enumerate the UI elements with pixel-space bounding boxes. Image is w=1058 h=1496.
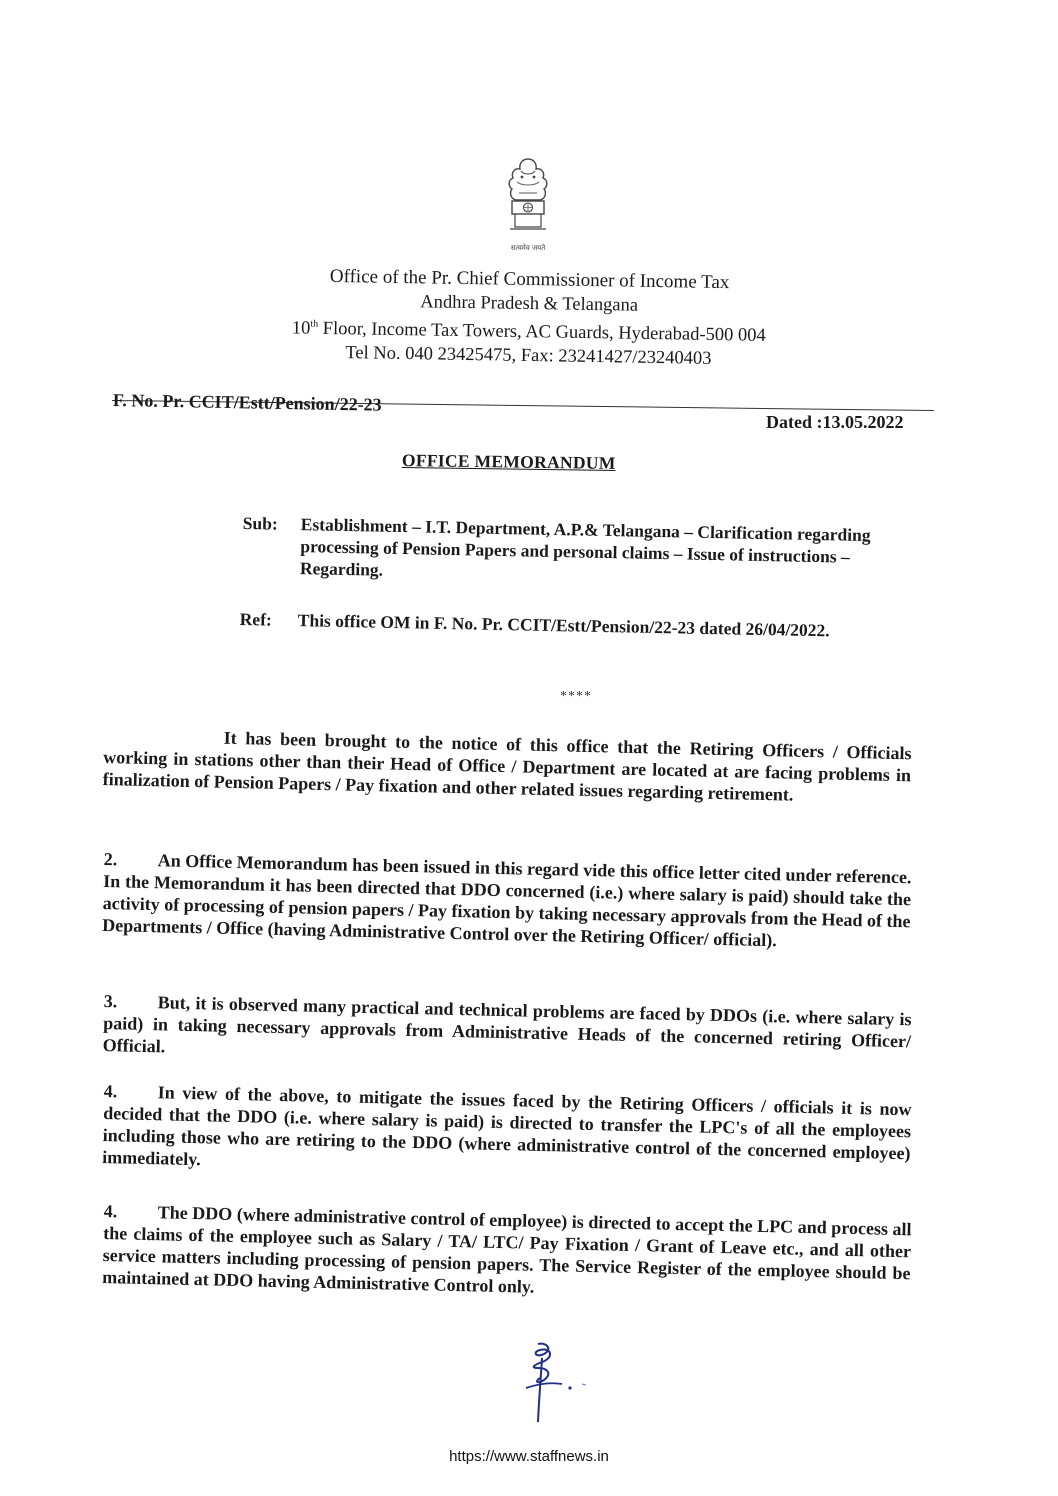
paragraph-3-number: 3.	[103, 990, 118, 1012]
reference-label: Ref:	[239, 608, 273, 630]
header-office-name: Office of the Pr. Chief Commissioner of Income Tax	[329, 265, 730, 294]
reference-text: This office OM in F. No. Pr. CCIT/Estt/Pension/22-23 dated 26/04/2022.	[297, 610, 830, 641]
paragraph-4-text: In view of the above, to mitigate the issues faced by the Retiring Officers / officials it is now decided that the DDO (i.e. where salary is paid) is directed to transfer the LPC's of all the employees including those who are retiring to the DDO (where administrative control of the concerned employee) immediately.	[102, 1082, 912, 1170]
subject-block	[242, 512, 908, 591]
file-number: F. No. Pr. CCIT/Estt/Pension/22-23	[112, 390, 382, 415]
header-floor-suffix: th	[310, 318, 319, 330]
separator-stars: ****	[560, 689, 592, 704]
paragraph-5-text: The DDO (where administrative control of employee) is directed to accept the LPC and process all the claims of the employee such as Salary / TA/ LTC/ Pay Fixation / Grant of Leave etc., and all other service matters including processing of pension papers. The Service Register of the employee should be maintained at DDO having Administrative Control only.	[102, 1202, 912, 1297]
footer-url: https://www.staffnews.in	[449, 1448, 609, 1465]
header-contact: Tel No. 040 23425475, Fax: 23241427/23240403	[345, 343, 712, 370]
paragraph-1	[103, 724, 912, 808]
paragraph-5-number: 4.	[103, 1200, 118, 1222]
paragraph-1-text: It has been brought to the notice of this office that the Retiring Officers / Officials working in stations other than their Head of Office / Department are located at are facing problems in finalization of Pension Papers / Pay fixation and other related issues regarding retirement.	[102, 727, 912, 805]
emblem-motto: सत्यमेव जयते	[510, 244, 546, 252]
office-header	[0, 260, 1058, 377]
handwritten-signature-icon	[508, 1338, 592, 1424]
header-floor-number: 10	[291, 318, 311, 339]
header-address-rest: Floor, Income Tax Towers, AC Guards, Hyderabad-500 004	[317, 318, 766, 346]
paragraph-2-number: 2.	[103, 848, 118, 870]
paragraph-2	[102, 848, 912, 954]
subject-label: Sub:	[242, 512, 279, 534]
subject-text: Establishment – I.T. Department, A.P.& Telangana – Clarification regarding processing of Pension Papers and personal claims – Issue of instructions – Regarding.	[299, 514, 871, 580]
paragraph-3	[103, 990, 912, 1074]
paragraph-2-text: An Office Memorandum has been issued in this regard vide this office letter cited under reference. In the Memorandum it has been directed that DDO concerned (i.e.) where salary is paid) should take the activity of processing of pension papers / Pay fixation by taking necessary approvals from the Head of the Departments / Office (having Administrative Control over the Retiring Officer/ official).	[102, 850, 912, 951]
paragraph-4	[102, 1080, 912, 1186]
ashoka-emblem-icon	[497, 155, 559, 255]
reference-block	[240, 608, 840, 642]
paragraph-5	[102, 1200, 912, 1306]
memo-title: OFFICE MEMORANDUM	[401, 450, 616, 473]
date-line: Dated :13.05.2022	[766, 412, 904, 432]
paragraph-4-number: 4.	[103, 1080, 118, 1102]
header-region: Andhra Pradesh & Telangana	[420, 292, 639, 316]
paragraph-3-text: But, it is observed many practical and technical problems are faced by DDOs (i.e. where salary is paid) in taking necessary approvals from Administrative Heads of the concerned retiring Officer/ Official.	[102, 992, 912, 1057]
